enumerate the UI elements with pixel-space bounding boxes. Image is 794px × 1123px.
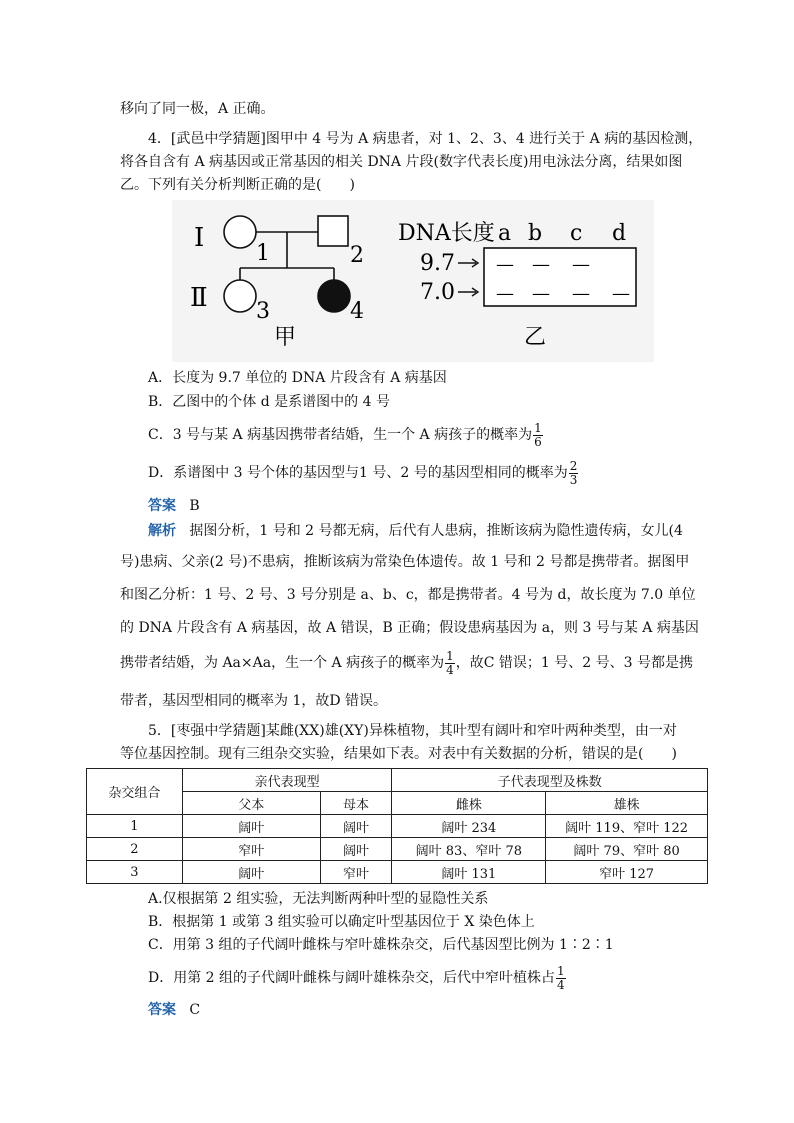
fraction-num: 1 bbox=[534, 420, 542, 435]
analysis-line4: 的 DNA 片段含有 A 病基因，故 A 错误，B 正确；假设患病基因为 a，则 3 号与某 A 病基因 bbox=[120, 620, 699, 636]
q5-answer bbox=[148, 999, 708, 1021]
fraction-num: 1 bbox=[557, 963, 565, 978]
cell-female: 阔叶 131 bbox=[392, 861, 546, 884]
q4-option-a: A．长度为 9.7 单位的 DNA 片段含有 A 病基因 bbox=[148, 370, 447, 386]
q4-stem-line1: 4．[武邑中学猜题]图甲中 4 号为 A 病患者，对 1、2、3、4 进行关于 A 病的基因检测， bbox=[148, 131, 703, 147]
fraction-num: 2 bbox=[569, 458, 578, 473]
cell-group: 1 bbox=[87, 815, 183, 838]
cell-male: 阔叶 79、窄叶 80 bbox=[546, 838, 708, 861]
label-4: 4 bbox=[350, 299, 364, 324]
header-mother: 母本 bbox=[320, 792, 392, 815]
gen-1-label: Ⅰ bbox=[194, 223, 205, 253]
cell-father: 阔叶 bbox=[182, 815, 320, 838]
q4-stem-line2: 将各自含有 A 病基因或正常基因的相关 DNA 片段(数字代表长度)用电泳法分离，结果如图 bbox=[120, 154, 683, 170]
lane-d-label: d bbox=[612, 221, 627, 246]
cell-female: 阔叶 83、窄叶 78 bbox=[392, 838, 546, 861]
analysis-line6: 带者，基因型相同的概率为 1，故D 错误。 bbox=[120, 693, 388, 709]
table-row bbox=[87, 838, 708, 861]
figure-yi-label: 乙 bbox=[524, 325, 547, 350]
cell-father: 窄叶 bbox=[182, 838, 320, 861]
figure-jia-label: 甲 bbox=[274, 325, 297, 350]
header-parent: 亲代表现型 bbox=[182, 769, 392, 792]
cell-mother: 阔叶 bbox=[320, 815, 392, 838]
q5-stem-line2: 等位基因控制。现有三组杂交实验，结果如下表。对表中有关数据的分析，错误的是( ) bbox=[120, 746, 677, 762]
cell-mother: 窄叶 bbox=[320, 861, 392, 884]
analysis-line3: 和图乙分析：1 号、2 号、3 号分别是 a、b、c，都是携带者。4 号为 d，故长度为 7.0 单位 bbox=[120, 587, 696, 603]
individual-1-female bbox=[224, 216, 256, 248]
band-a-70: — bbox=[496, 283, 514, 304]
analysis-text5: 携带者结婚，为 Aa×Aa，生一个 A 病孩子的概率为 bbox=[120, 655, 445, 671]
header-father: 父本 bbox=[182, 792, 320, 815]
fraction-num: 1 bbox=[446, 648, 454, 663]
band-c-97: — bbox=[572, 254, 590, 275]
band-d-70: — bbox=[612, 283, 630, 304]
q5-stem-line1: 5．[枣强中学猜题]某雌(XX)雄(XY)异株植物，其叶型有阔叶和窄叶两种类型，由一对 bbox=[148, 723, 677, 739]
q4-option-c-text: C．3 号与某 A 病基因携带者结婚，生一个 A 病孩子的概率为 bbox=[148, 427, 533, 443]
q4-option-c bbox=[148, 420, 708, 450]
lane-c-label: c bbox=[570, 221, 583, 246]
cross-results-table bbox=[86, 768, 708, 884]
q5-option-b: B．根据第 1 或第 3 组实验可以确定叶型基因位于 X 染色体上 bbox=[148, 914, 535, 930]
label-3: 3 bbox=[256, 299, 270, 324]
band-a-97: — bbox=[496, 254, 514, 275]
header-group: 杂交组合 bbox=[87, 769, 183, 815]
analysis-text1: 据图分析，1 号和 2 号都无病，后代有人患病，推断该病为隐性遗传病，女儿(4 bbox=[189, 523, 683, 539]
cell-male: 窄叶 127 bbox=[546, 861, 708, 884]
fraction-2-3 bbox=[569, 460, 579, 487]
answer-value: B bbox=[189, 498, 200, 514]
q4-stem-line3: 乙。下列有关分析判断正确的是( ) bbox=[120, 177, 355, 193]
table-row bbox=[87, 815, 708, 838]
label-2: 2 bbox=[350, 243, 364, 268]
band-c-70: — bbox=[572, 283, 590, 304]
cell-father: 阔叶 bbox=[182, 861, 320, 884]
answer-label: 答案 bbox=[148, 1002, 176, 1018]
q4-option-d bbox=[148, 458, 708, 488]
header-female: 雌株 bbox=[392, 792, 546, 815]
individual-3-female bbox=[224, 280, 256, 312]
fraction-den: 4 bbox=[557, 977, 565, 992]
header-offspring: 子代表现型及株数 bbox=[392, 769, 708, 792]
cell-female: 阔叶 234 bbox=[392, 815, 546, 838]
answer-value: C bbox=[189, 1002, 201, 1018]
q5-option-a: A.仅根据第 2 组实验，无法判断两种叶型的显隐性关系 bbox=[148, 891, 489, 907]
band-b-70: — bbox=[532, 283, 550, 304]
fraction-den: 3 bbox=[569, 472, 578, 487]
answer-label: 答案 bbox=[148, 498, 176, 514]
cell-mother: 阔叶 bbox=[320, 838, 392, 861]
fraction-1-4 bbox=[445, 650, 455, 677]
label-1: 1 bbox=[256, 241, 270, 266]
intro-line: 移向了同一极，A 正确。 bbox=[120, 101, 275, 117]
analysis-line2: 号)患病、父亲(2 号)不患病，推断该病为常染色体遗传。故 1 号和 2 号都是携带者。据图甲 bbox=[120, 554, 690, 570]
band-b-97: — bbox=[532, 254, 550, 275]
q4-option-b: B．乙图中的个体 d 是系谱图中的 4 号 bbox=[148, 394, 390, 410]
fraction-den: 4 bbox=[446, 662, 454, 677]
individual-2-male bbox=[318, 216, 348, 246]
header-male: 雄株 bbox=[546, 792, 708, 815]
individual-4-affected-female bbox=[318, 280, 350, 312]
table-row bbox=[87, 861, 708, 884]
q5-option-d bbox=[148, 962, 708, 994]
cell-group: 3 bbox=[87, 861, 183, 884]
length-70-label: 7.0 bbox=[420, 280, 455, 305]
pedigree-figure bbox=[172, 200, 654, 362]
fraction-1-6 bbox=[533, 422, 543, 449]
q4-option-d-text: D．系谱图中 3 号个体的基因型与1 号、2 号的基因型相同的概率为 bbox=[148, 465, 568, 481]
q4-answer bbox=[148, 495, 708, 517]
gen-2-label: Ⅱ bbox=[190, 283, 208, 313]
lane-a-label: a bbox=[498, 221, 512, 246]
length-97-label: 9.7 bbox=[420, 251, 455, 276]
cell-male: 阔叶 119、窄叶 122 bbox=[546, 815, 708, 838]
analysis-line1 bbox=[148, 520, 708, 542]
q5-option-c: C．用第 3 组的子代阔叶雌株与窄叶雄株杂交，后代基因型比例为 1∶2∶1 bbox=[148, 937, 614, 953]
q5-option-d-text: D．用第 2 组的子代阔叶雌株与阔叶雄株杂交，后代中窄叶植株占 bbox=[148, 970, 556, 986]
fraction-1-4 bbox=[556, 965, 566, 992]
dna-length-label: DNA长度 bbox=[398, 221, 495, 246]
analysis-line5 bbox=[120, 646, 693, 680]
analysis-label: 解析 bbox=[148, 523, 176, 539]
lane-b-label: b bbox=[528, 221, 543, 246]
analysis-text5-tail: ，故C 错误；1 号、2 号、3 号都是携 bbox=[455, 655, 693, 671]
fraction-den: 6 bbox=[534, 434, 542, 449]
cell-group: 2 bbox=[87, 838, 183, 861]
